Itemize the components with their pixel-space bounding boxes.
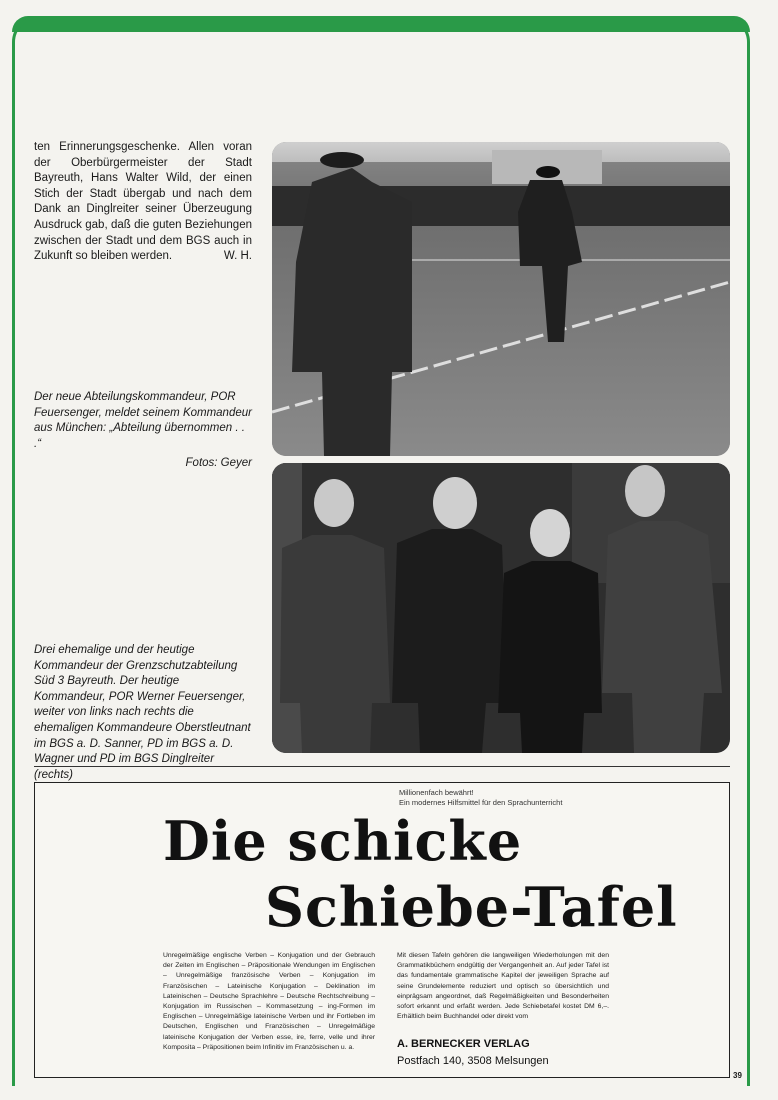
ad-address: Postfach 140, 3508 Melsungen: [397, 1055, 549, 1067]
photo2-caption: Drei ehemalige und der heutige Kommandeur der Grenzschutzabteilung Süd 3 Bayreuth. Der heutige Kommandeur, POR Werner Feuersenger, weiter von links nach rechts die ehemaligen Kommandeure Oberstleutnant im BGS a. D. Sanner, PD im BGS a. D. Wagner und PD im BGS Dinglreiter (rechts): [34, 644, 251, 781]
ad-tagline-block: [399, 788, 562, 808]
photo-salute-parade: [272, 142, 730, 456]
ad-left-text: Unregelmäßige englische Verben – Konjugation und der Gebrauch der Zeiten im Englischen – Präpositionale Wendungen im Englischen – Unregelmäßige französische Verben – Konjugation im Französischen – Lateinische Konjugation – Deklination im Lateinischen – Deutsche Sprachlehre – Deutsche Rechtschreibung – Konjugation im Russischen – Kommasetzung – ing-Formen im Englischen – Unregelmäßige lateinische Verben und ihr Fortleben im Deutschen, Englischen und Französischen – Unregelmäßige lateinische Konjugation der Verben esse, ire, ferre, velle und ihrer Komposita – Präpositionen beim Infinitiv im Französischen u. a.: [163, 952, 375, 1051]
ad-publisher: A. BERNECKER VERLAG: [397, 1038, 530, 1050]
ad-right-text: Mit diesen Tafeln gehören die langweiligen Wiederholungen mit den Grammatikbüchern endgültig der Vergangenheit an. Auf jeder Tafel ist das fundamentale grammatische Kapitel der jeweiligen Sprache auf seine Grundelemente reduziert und optisch so übersichtlich und einprägsam angeordnet, daß Regelmäßigkeiten und Besonderheiten sofort erkannt und erfaßt werden. Jede Schiebetafel kostet DM 6,–. Erhältlich beim Buchhandel oder direkt vom: [397, 952, 609, 1021]
photo-four-commanders: [272, 463, 730, 753]
photo1-caption-block: [34, 390, 252, 472]
section-divider: [34, 766, 730, 767]
ad-tagline-2: Ein modernes Hilfsmittel für den Sprachunterricht: [399, 798, 563, 807]
photo1-caption: Der neue Abteilungskommandeur, POR Feuersenger, meldet seinem Kommandeur aus München: „Abteilung übernommen . . .“: [34, 391, 252, 450]
author-signature: W. H.: [223, 250, 252, 263]
advertisement-box: [34, 782, 730, 1078]
ad-tagline-1: Millionenfach bewährt!: [399, 788, 474, 797]
photo-credit: Fotos: Geyer: [185, 457, 252, 470]
page-number: 39: [733, 1071, 742, 1080]
article-paragraph: ten Erinnerungsgeschenke. Allen voran der Oberbürgermeister der Stadt Bayreuth, Hans Walter Wild, der einen Stich der Stadt übergab und nach dem Dank an Dinglreiter seiner Überzeugung Ausdruck gab, daß die guten Beziehungen zwischen der Stadt und dem BGS auch in Zukunft so bleiben werden.: [34, 141, 252, 263]
ad-headline-1: Die schicke: [163, 809, 523, 873]
ad-headline-2: Schiebe-Tafel: [265, 875, 678, 939]
article-text-block: [34, 140, 252, 265]
